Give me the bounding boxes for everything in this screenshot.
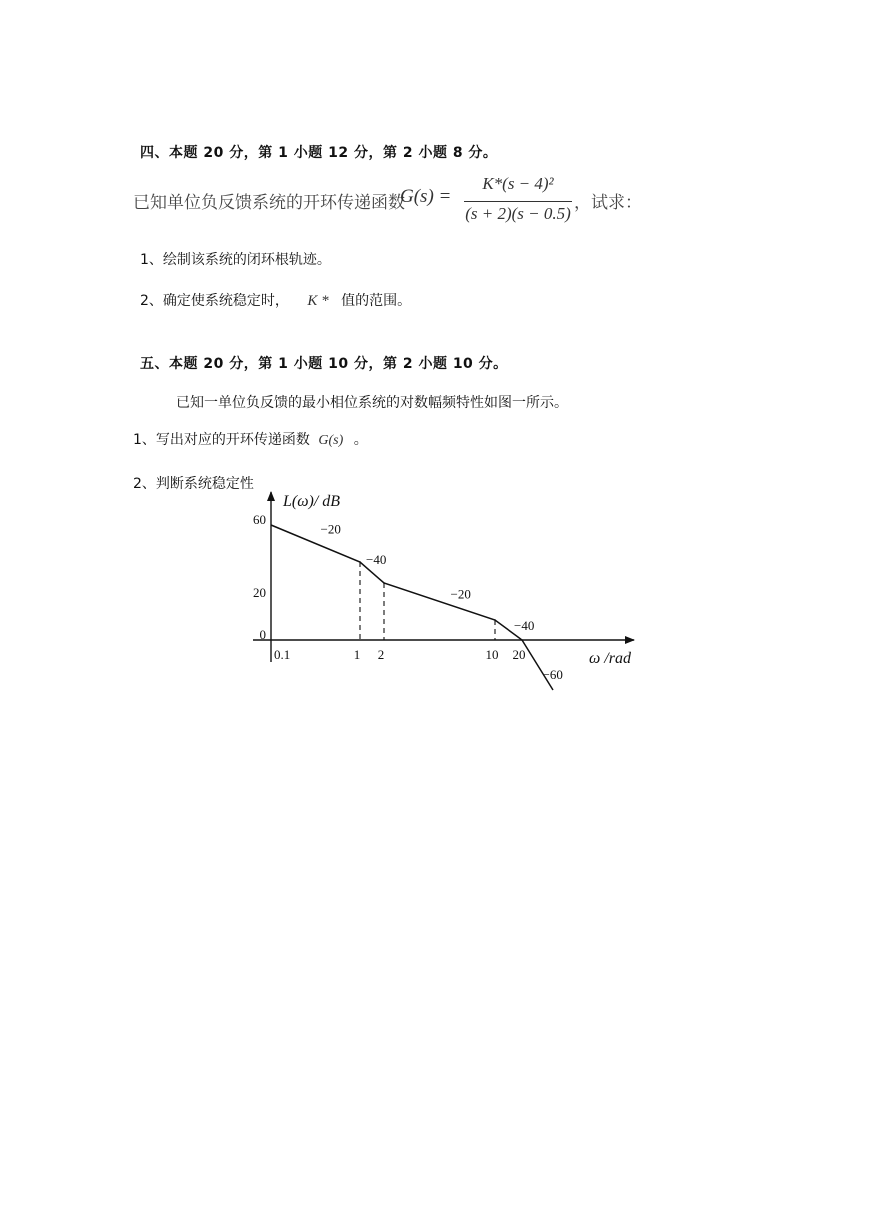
formula-numerator: K*(s − 4)² (482, 174, 554, 193)
break-point (383, 582, 385, 584)
slope-label: −20 (320, 521, 341, 537)
slope-label: −20 (450, 586, 471, 602)
k-star-symbol: K * (307, 293, 329, 309)
break-point (494, 619, 496, 621)
break-point (359, 561, 361, 563)
x-tick-label: 10 (485, 647, 499, 662)
q4-item-2-prefix: 2、确定使系统稳定时， (140, 293, 289, 309)
q4-formula-lhs: G(s) = (400, 186, 452, 207)
x-axis-label: ω /rad (589, 650, 631, 667)
asymptote-series (271, 525, 553, 690)
q4-heading: 四、本题 20 分，第 1 小题 12 分，第 2 小题 8 分。 (140, 145, 498, 161)
g-of-s-symbol: G(s) (318, 433, 344, 448)
q4-intro: 已知单位负反馈系统的开环传递函数 (133, 193, 405, 213)
q5-item-2: 2、判断系统稳定性 (133, 476, 254, 492)
q5-intro: 已知一单位负反馈的最小相位系统的对数幅频特性如图一所示。 (176, 395, 568, 411)
y-tick-label: 0 (259, 627, 266, 642)
slope-label: −40 (366, 552, 387, 567)
q4-item-1: 1、绘制该系统的闭环根轨迹。 (140, 252, 331, 268)
y-tick-labels (253, 512, 266, 642)
x-tick-label: 20 (512, 647, 526, 662)
y-tick-label: 60 (253, 512, 266, 527)
slope-label: −60 (542, 667, 563, 682)
q5-item-1-suffix: 。 (353, 432, 368, 448)
dashed-guides (360, 562, 495, 640)
q5-heading: 五、本题 20 分，第 1 小题 10 分，第 2 小题 10 分。 (140, 356, 508, 372)
x-tick-labels (274, 647, 526, 662)
break-point (521, 639, 523, 641)
y-axis-label: L(ω)/ dB (283, 493, 341, 510)
x-tick-label: 2 (377, 647, 385, 662)
formula-denominator: (s + 2)(s − 0.5) (465, 204, 571, 223)
magnitude-asymptote-line (271, 525, 553, 690)
x-tick-label: 1 (353, 647, 361, 662)
y-tick-label: 20 (253, 584, 266, 600)
q4-formula-tail: ，试求： (574, 193, 642, 213)
x-tick-label: 0.1 (274, 647, 291, 662)
slope-label: −40 (514, 618, 535, 633)
q5-item-1-prefix: 1、写出对应的开环传递函数 (133, 432, 310, 448)
q4-item-2-suffix: 值的范围。 (341, 293, 412, 309)
